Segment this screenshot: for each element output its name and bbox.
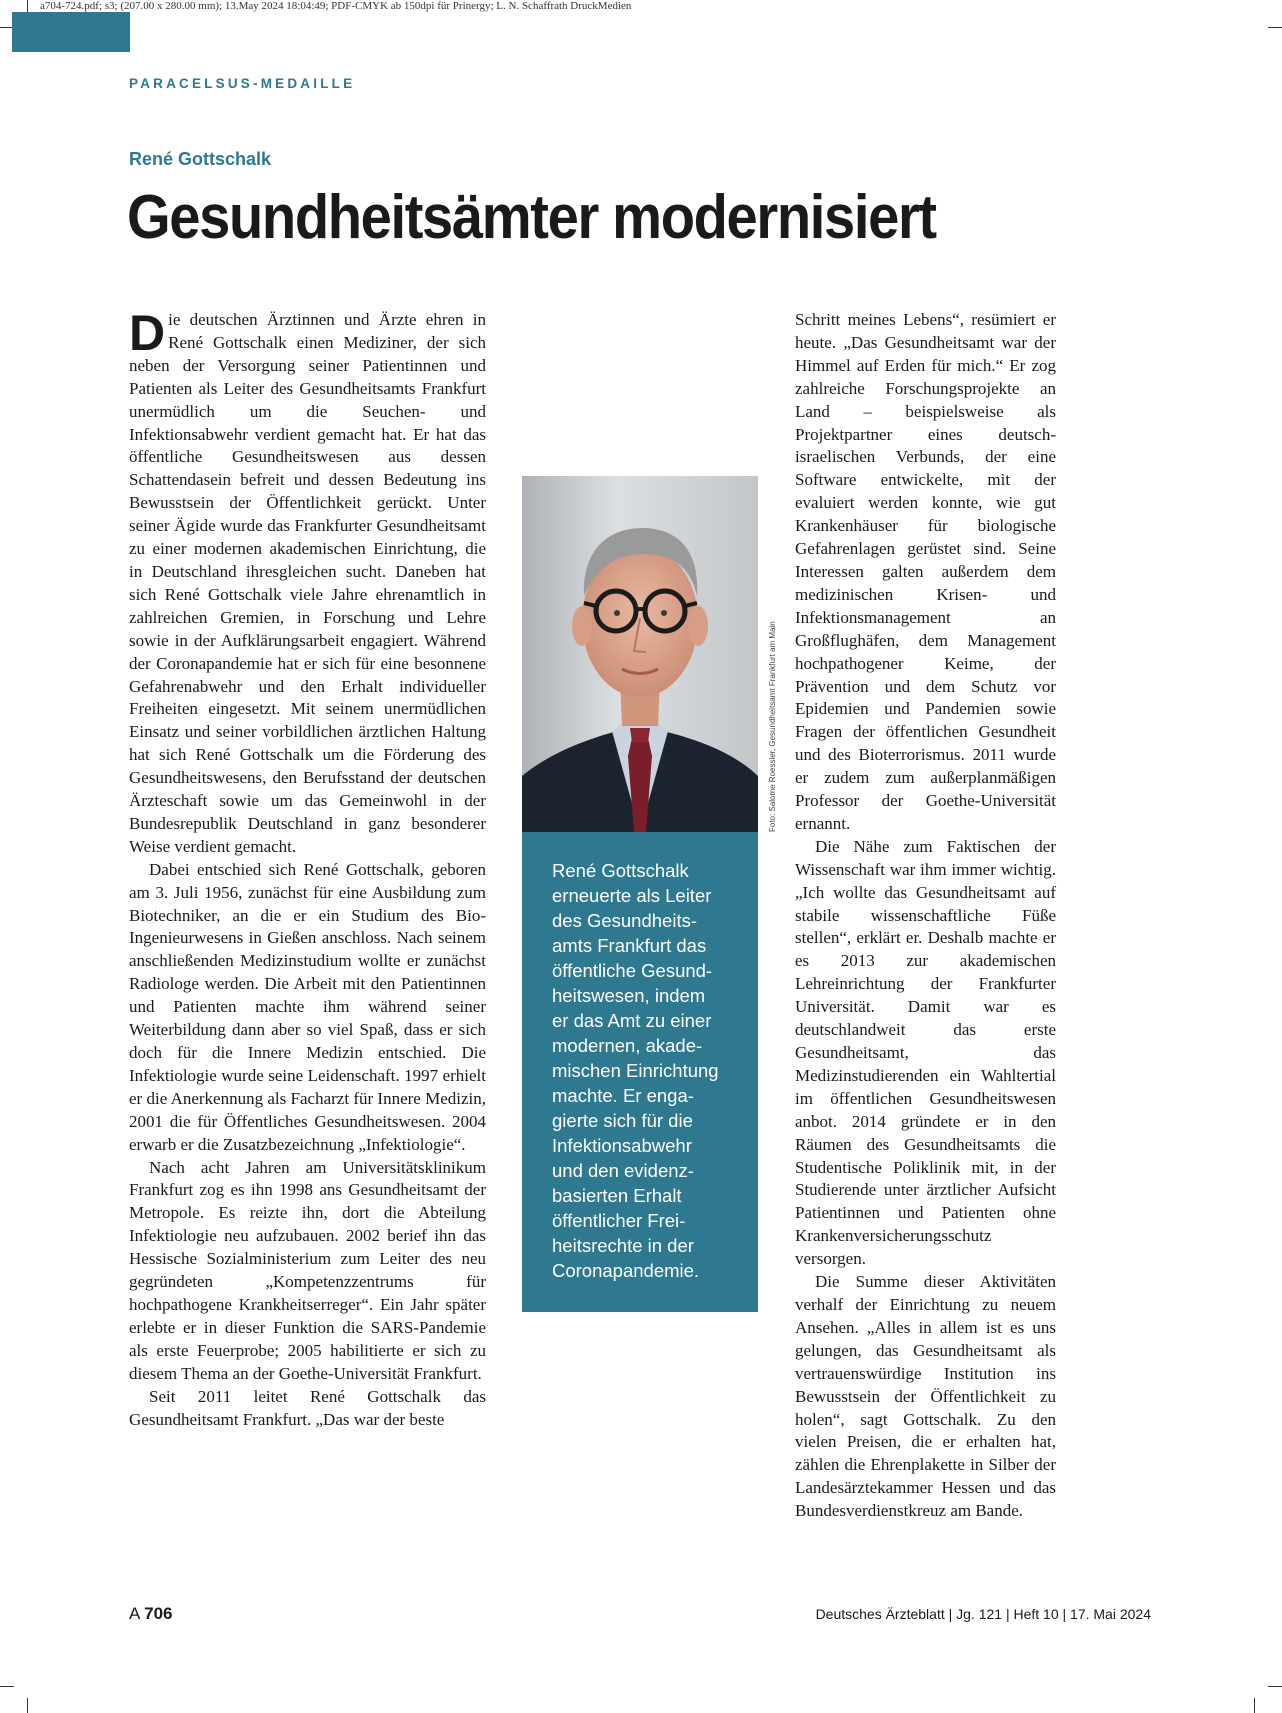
caption-text: René Gottschalk erneuerte als Leiter des Gesundheits- amts Frankfurt das öffentliche Gesund- heitswesen, indem er das Amt zu einer modernen, akade- mischen Einrichtung machte. Er enga- gierte sich für die Infektionsabwehr und den evidenz- basierten Erhalt öffentlicher Frei- heitsrechte in der Coronapandemie.: [552, 860, 719, 1281]
journal-info: Deutsches Ärzteblatt | Jg. 121 | Heft 10 | 17. Mai 2024: [815, 1606, 1151, 1622]
paragraph: Seit 2011 leitet René Gottschalk das Gesundheitsamt Frankfurt. „Das war der beste: [129, 1386, 486, 1429]
page-number-value: 706: [144, 1604, 173, 1623]
crop-mark-bottom-right-v: [1254, 1698, 1255, 1713]
section-label: PARACELSUS-MEDAILLE: [129, 76, 356, 91]
paragraph: Die Summe dieser Aktivitäten verhalf der Einrichtung zu neuem Ansehen. „Alles in allem ist es uns gelungen, das Gesundheitsamt als vertrauenswürdige Institution ins Bewusstsein der Öffentlichkeit zu holen“, sagt Gottschalk. Zu den vielen Preisen, die er erhalten hat, zählen die Ehrenplakette in Silber der Landesärztekammer Hessen und das Bundesverdienstkreuz am Bande.: [795, 1272, 1056, 1521]
paragraph: Nach acht Jahren am Universitätsklinikum Frankfurt zog es ihn 1998 ans Gesundheitsamt der Metropole. Es reizte ihn, dort die Abteilung Infektiologie neu aufzubauen. 2002 berief ihn das Hessische Sozialministerium zum Leiter des neu gegründeten „Kompetenzzentrums für hochpathogene Krankheitserreger“. Ein Jahr später erlebte er in dieser Funktion die SARS-Pandemie als erste Feuerprobe; 2005 habilitierte er sich zu diesem Thema an der Goethe-Universität Frankfurt.: [129, 1157, 486, 1383]
paragraph-intro: [129, 305, 486, 859]
page-prefix: A: [129, 1604, 140, 1623]
crop-mark-bottom-right-h: [1268, 1686, 1282, 1687]
paragraph-intro-text: ie deutschen Ärztinnen und Ärzte ehren in René Gottschalk einen Mediziner, der sich neben der Versorgung seiner Patientinnen und Patienten als Leiter des Gesundheitsamts Frankfurt unermüdlich um die Seuchen- und Infektionsabwehr verdient gemacht hat. Er hat das öffentliche Gesundheitswesen aus dessen Schattendasein befreit und dessen Bedeutung ins Bewusstsein der Öffentlichkeit gerückt. Unter seiner Ägide wurde das Frankfurter Gesundheitsamt zu einer modernen akademischen Einrichtung, die in Deutschland ihresgleichen sucht. Daneben hat sich René Gottschalk viele Jahre ehrenamtlich in zahlreichen Gremien, in Forschung und Lehre sowie in der Aufklärungsarbeit engagiert. Während der Coronapandemie hat er sich für eine besonnene Gefahrenabwehr und den Erhalt individueller Freiheiten eingesetzt. Mit seinem unermüdlichen Einsatz und seiner vorbildlichen ärztlichen Haltung hat sich René Gottschalk um die Förderung des Gesundheitswesens, den Berufsstand der deutschen Ärzteschaft sowie um das Gemeinwohl in der Bundesrepublik Deutschland in ganz besonderer Weise verdient gemacht.: [129, 310, 486, 856]
crop-mark-bottom-left-v: [27, 1698, 28, 1713]
crop-mark-bottom-left-h: [0, 1686, 14, 1687]
article-column-left: [129, 305, 486, 1431]
paragraph: Die Nähe zum Faktischen der Wissenschaft war ihm immer wichtig. „Ich wollte das Gesundheitsamt auf stabile wissenschaftliche Füße stellen“, erklärt er. Deshalb machte er es 2013 zur akademischen Lehreinrichtung der Frankfurter Universität. Damit war es deutschlandweit das erste Gesundheitsamt, das Medizinstudierenden ein Wahltertial im öffentlichen Gesundheitswesen anbot. 2014 gründete er in den Räumen des Gesundheitsamts die Studentische Poliklinik mit, in der Studierende unter ärztlicher Aufsicht Patientinnen und Patienten ohne Krankenversicherungsschutz versorgen.: [795, 836, 1056, 1269]
print-metadata: a704-724.pdf; s3; (207.00 x 280.00 mm); 13.May 2024 18:04:49; PDF-CMYK ab 150dpi für Prinergy; L. N. Schaffrath DruckMedien: [40, 0, 632, 12]
caption-box: [522, 832, 758, 1312]
article-headline: Gesundheitsämter modernisiert: [127, 183, 936, 252]
drop-cap: D: [129, 305, 166, 361]
paragraph: Dabei entschied sich René Gottschalk, geboren am 3. Juli 1956, zunächst für eine Ausbildung zum Biotechniker, an die er ein Studium des Bio-Ingenieurwesens in Gießen anschloss. Nach seinem anschließenden Medizinstudium wollte er zunächst Radiologe werden. Die Arbeit mit den Patientinnen und Patienten machte ihm während seiner Weiterbildung dann aber so viel Spaß, dass er sich doch für die Innere Medizin entschied. Die Infektiologie wurde seine Leidenschaft. 1997 erhielt er die Anerkennung als Facharzt für Innere Medizin, 2001 die für Öffentliches Gesundheitswesen. 2004 erwarb er die Zusatzbezeichnung „Infektiologie“.: [129, 859, 486, 1154]
portrait-photo: [522, 476, 758, 832]
author-name: René Gottschalk: [129, 149, 272, 169]
paragraph: Schritt meines Lebens“, resümiert er heute. „Das Gesundheitsamt war der Himmel auf Erden für mich.“ Er zog zahlreiche Forschungsprojekte an Land – beispielsweise als Projektpartner eines deutsch-israelischen Verbunds, der eine Software entwickelte, mit der evaluiert werden konnte, wie gut Krankenhäuser für biologische Gefahrenlagen gerüstet sind. Seine Interessen galten außerdem dem medizinischen Krisen- und Infektionsmanagement an Großflughäfen, dem Management hochpathogener Keime, der Prävention und dem Schutz vor Epidemien und Pandemien sowie Fragen der öffentlichen Gesundheit und des Bioterrorismus. 2011 wurde er zudem zum außerplanmäßigen Professor der Goethe-Universität ernannt.: [795, 310, 1056, 833]
photo-credit: Foto: Salome Roessler, Gesundheitsamt Frankfurt am Main: [768, 621, 777, 832]
crop-mark-top-right-h: [1268, 27, 1282, 28]
portrait-illustration: [522, 476, 758, 832]
page-number: [129, 1604, 173, 1624]
article-column-right: [795, 309, 1056, 1523]
section-color-tab: [12, 12, 130, 52]
